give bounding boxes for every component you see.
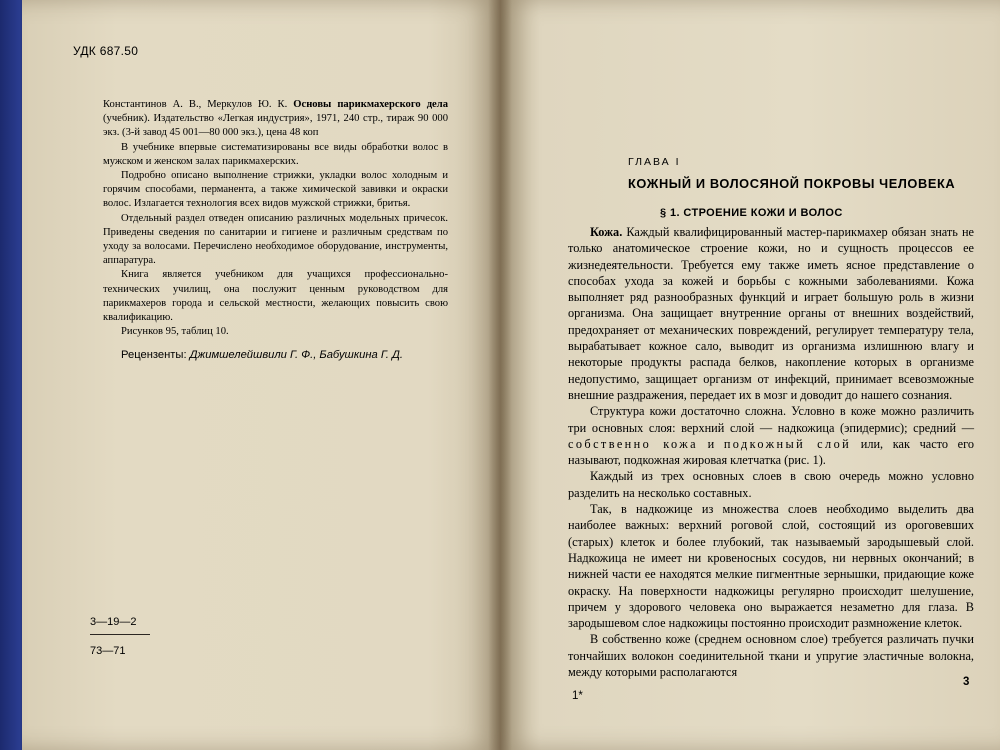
annotation-paragraph: В учебнике впервые систематизированы все виды обработки волос в мужском и женском залах парикмахерских.	[103, 141, 448, 167]
paragraph-text: и	[707, 436, 715, 451]
body-paragraph: Каждый из трех основных слоев в свою очередь можно условно разделить на несколько составных.	[568, 469, 974, 500]
chapter-title: КОЖНЫЙ И ВОЛОСЯНОЙ ПОКРОВЫ ЧЕЛОВЕКА	[628, 176, 956, 191]
annotation-paragraph: Книга является учебником для учащихся профессионально-технических училищ, она послужит ценным руководством для парикмахеров города и сельской местности, желающих повысить свою квалификацию.	[103, 269, 448, 324]
section-title: § 1. СТРОЕНИЕ КОЖИ И ВОЛОС	[660, 207, 843, 219]
publisher-code	[90, 616, 150, 657]
reviewers-label: Рецензенты:	[121, 349, 187, 361]
spaced-term: собственно кожа	[568, 436, 698, 451]
body-paragraph: В собственно коже (среднем основном слое) требуется различать пучки тончайших волокон соединительной ткани и упругие эластичные волокна, между которыми располагаются	[568, 632, 974, 680]
publisher-code-bottom: 73—71	[90, 645, 126, 657]
paragraph-text: Структура кожи достаточно сложна. Условно в коже можно различить три основных слоя: верхний слой — надкожица (эпидермис); средний —	[568, 404, 974, 435]
annotation-paragraph: Подробно описано выполнение стрижки, укладки волос холодным и горячим способами, перманента, а также химической завивки и окраски волос. Излагается технология всех видов мужской стрижки, бритья.	[103, 170, 448, 210]
publisher-code-top: 3—19—2	[90, 616, 150, 635]
printer-signature-mark: 1*	[572, 690, 583, 702]
biblio-title: Основы парикмахерского дела	[293, 99, 449, 110]
reviewers-names: Джимшелейшвили Г. Ф., Бабушкина Г. Д.	[189, 349, 404, 361]
paragraph-lead-term: Кожа.	[590, 225, 623, 239]
chapter-label: ГЛАВА I	[628, 156, 681, 168]
biblio-header	[103, 98, 448, 141]
book-gutter	[488, 0, 512, 750]
paragraph-text: Каждый квалифицированный мастер-парикмахер обязан знать не только анатомическое строение кожи, но и сущность процессов ее жизнедеятельности. Требуется ему также иметь ясное представление о способах ухода за кожей и борьбы с кожными заболеваниями. Кожа выполняет ряд разнообразных функций и играет большую роль в жизни организма. Она защищает внутренние органы от внешних воздействий, предохраняет от механических повреждений, регулирует температуру тела, вырабатывает кожное сало, выводит из организма излишнюю влагу и некоторые продукты распада белков, накопление которых в организме недопустимо, защищает организм от инфекций, принимает всевозможные внешние раздражения, передает их в мозг и доводит до нашего сознания.	[568, 225, 975, 402]
reviewers-line	[121, 349, 403, 361]
annotation-paragraph: Отдельный раздел отведен описанию различных модельных причесок. Приведены сведения по санитарии и гигиене и различным средствам по уходу за волосами. Перечислено необходимое оборудование, инструменты, аппаратура.	[103, 212, 448, 267]
body-paragraph	[568, 403, 974, 468]
page-number: 3	[963, 676, 970, 688]
spaced-term: подкожный слой	[723, 436, 852, 451]
udk-code: УДК 687.50	[73, 44, 139, 58]
biblio-rest: (учебник). Издательство «Легкая индустрия», 1971, 240 стр., тираж 90 000 экз. (3-й завод 45 001—80 000 экз.), цена 48 коп	[103, 113, 448, 139]
paragraph-text: или, как часто его называют, подкожная жировая клетчатка (рис. 1).	[568, 436, 974, 468]
biblio-authors: Константинов А. В., Меркулов Ю. К.	[103, 99, 288, 110]
chapter-body-text	[568, 224, 974, 680]
body-paragraph	[568, 224, 974, 403]
body-paragraph: Так, в надкожице из множества слоев необходимо выделить два наиболее важных: верхний роговой слой, состоящий из ороговевших (старых) клеток и более глубокий, так называемый зародышевый слой. Надкожица не имеет ни кровеносных сосудов, ни нервных окончаний; в нижней части ее находятся мелкие пигментные зернышки, придающие коже окраску. На поверхности надкожицы регулярно происходит шелушение, причем у здорового человека оно выражается незаметно для глаза. В зародышевом слое надкожицы постоянно происходит размножение клеток.	[568, 502, 974, 631]
bibliographic-description	[103, 98, 448, 339]
annotation-paragraph: Рисунков 95, таблиц 10.	[121, 326, 229, 338]
